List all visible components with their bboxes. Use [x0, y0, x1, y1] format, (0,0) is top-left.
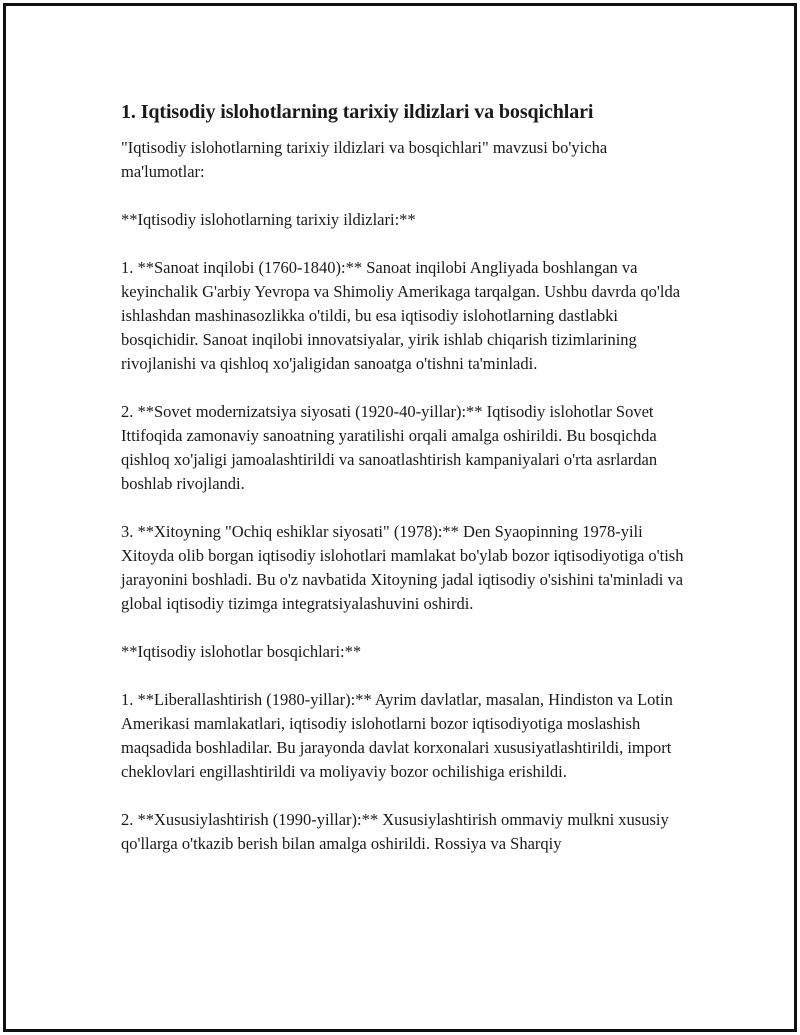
document-content: [121, 98, 691, 880]
paragraph-soviet-modernization: 2. **Sovet modernizatsiya siyosati (1920-40-yillar):** Iqtisodiy islohotlar Sovet Ittifoqida zamonaviy sanoatning yaratilishi orqali amalga oshirildi. Bu bosqichda qishloq xo'jaligi jamoalashtirildi va sanoatlashtirish kampaniyalari o'rta asrlardan boshlab rivojlandi.: [121, 402, 658, 493]
paragraph-industrial-revolution: 1. **Sanoat inqilobi (1760-1840):** Sanoat inqilobi Angliyada boshlangan va keyinchalik G'arbiy Yevropa va Shimoliy Amerikaga tarqalgan. Ushbu davrda qo'lda ishlashdan mashinasozlikka o'tildi, bu esa iqtisodiy islohotlarning dastlabki bosqichidir. Sanoat inqilobi innovatsiyalar, yirik ishlab chiqarish tizimlarining rivojlanishi va qishloq xo'jaligidan sanoatga o'tishni ta'minladi.: [121, 258, 681, 373]
paragraph-liberalization: 1. **Liberallashtirish (1980-yillar):** Ayrim davlatlar, masalan, Hindiston va Lotin Amerikasi mamlakatlari, iqtisodiy islohotlarni bozor iqtisodiyotiga moslashish maqsadida boshladilar. Bu jarayonda davlat korxonalari xususiyatlashtirildi, import cheklovlari engillashtirildi va moliyaviy bozor ochilishiga erishildi.: [121, 690, 673, 781]
subheading-stages: **Iqtisodiy islohotlar bosqichlari:**: [121, 642, 362, 661]
intro-paragraph: "Iqtisodiy islohotlarning tarixiy ildizlari va bosqichlari" mavzusi bo'yicha ma'lumotlar:: [121, 138, 608, 181]
subheading-roots: **Iqtisodiy islohotlarning tarixiy ildizlari:**: [121, 210, 416, 229]
paragraph-china-open-door: 3. **Xitoyning "Ochiq eshiklar siyosati" (1978):** Den Syaopinning 1978-yili Xitoyda olib borgan iqtisodiy islohotlari mamlakat bo'ylab bozor iqtisodiyotiga o'tish jarayonini boshladi. Bu o'z navbatida Xitoyning jadal iqtisodiy o'sishini ta'minladi va global iqtisodiy tizimga integratsiyalashuvini oshirdi.: [121, 522, 684, 613]
section-heading: 1. Iqtisodiy islohotlarning tarixiy ildizlari va bosqichlari: [121, 101, 594, 123]
paragraph-privatization: 2. **Xususiylashtirish (1990-yillar):** Xususiylashtirish ommaviy mulkni xususiy qo'llarga o'tkazib berish bilan amalga oshirildi. Rossiya va Sharqiy: [121, 810, 669, 853]
document-page: [3, 3, 797, 1032]
